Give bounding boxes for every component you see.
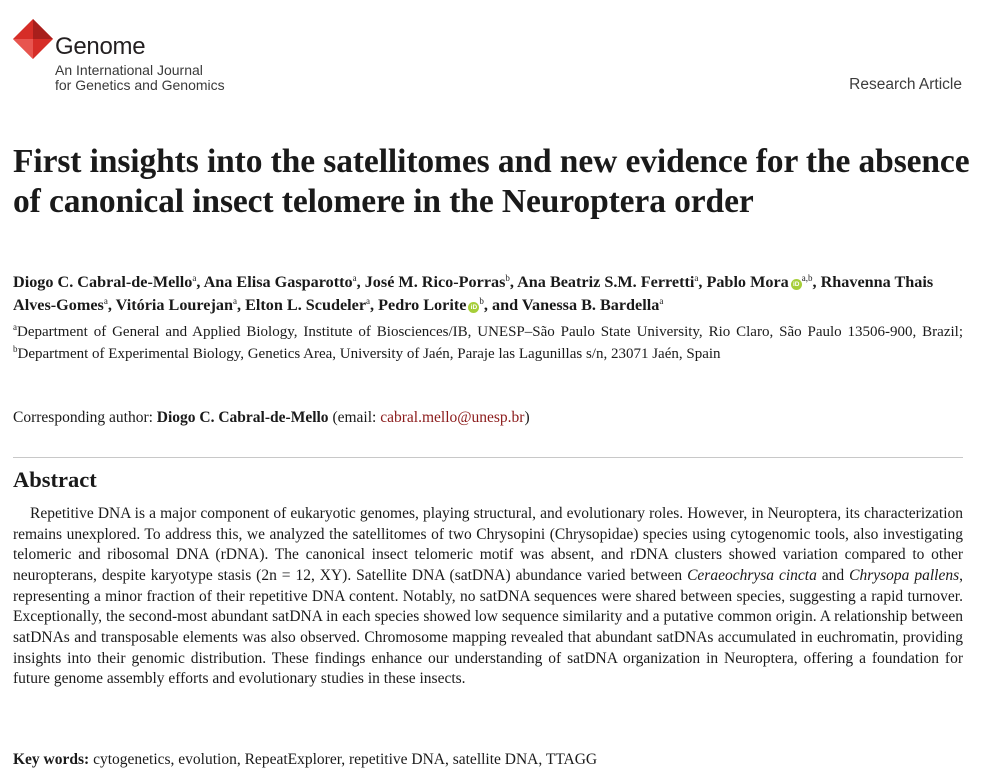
journal-masthead (13, 18, 988, 98)
author-affiliation-marker: a (694, 273, 699, 283)
author-name[interactable]: Diogo C. Cabral-de-Mello (13, 273, 193, 291)
author-affiliation-marker: a (366, 296, 371, 306)
affiliations (13, 322, 963, 365)
keywords-label: Key words: (13, 751, 90, 768)
email-link[interactable]: cabral.mello@unesp.br (380, 409, 525, 426)
author-affiliation-marker: a (103, 296, 108, 306)
author-name[interactable]: Ana Elisa Gasparotto (203, 273, 353, 291)
author-name[interactable]: Pablo Mora (706, 273, 789, 291)
author-list: Diogo C. Cabral-de-Mello$^a$, Ana Elisa Gasparotto$^a$, José M. Rico-Porras$^b$, Ana Beatriz S.M. Ferretti$^a$, Pablo Mora iD$^{a,b}$, Rhavenna Thais Alves-Gomes$^a$, Vitória Lourejan$^a$, Elton L. Scudeler$^a$, Pedro Lorite $iD^b$, and Vanessa B. Bardella$^a$ (13, 273, 934, 314)
author-name[interactable]: José M. Rico-Porras (364, 273, 506, 291)
abstract-part2: and (816, 566, 850, 584)
keywords (13, 749, 963, 770)
orcid-icon[interactable]: iD (468, 302, 479, 313)
affiliation-b: Department of Experimental Biology, Genetics Area, University of Jaén, Paraje las Lagunillas s/n, 23071 Jaén, Spain (17, 345, 721, 362)
author-affiliation-marker: a (192, 273, 197, 283)
author-name[interactable]: Pedro Lorite (378, 296, 467, 314)
email-prefix: (email: (332, 409, 377, 426)
abstract-heading: Abstract (13, 467, 97, 492)
author-name[interactable]: Vitória Lourejan (115, 296, 233, 314)
affiliation-a: Department of General and Applied Biology, Institute of Biosciences/IB, UNESP–São Paulo State University, Rio Claro, São Paulo 13506-900, Brazil; (17, 324, 963, 340)
species-name-2: Chrysopa pallens (849, 566, 960, 584)
author-affiliation-marker: b (479, 296, 484, 306)
email-suffix: ) (524, 409, 530, 426)
affiliation-label-b: b (13, 343, 18, 354)
article-type: Research Article (849, 76, 962, 93)
corresponding-author (13, 407, 963, 428)
affiliation-label-a: a (13, 322, 17, 332)
abstract-part1: Repetitive DNA is a major component of eukaryotic genomes, playing structural, and evolutionary roles. However, in Neuroptera, its characterization remains unexplored. To address this, we analyzed the satellitomes of two Chrysopini (Chrysopidae) species using cytogenomic tools, also investigating telomeric and ribosomal DNA (rDNA). The canonical insect telomeric motif was absent, and rDNA clusters showed variation compared to other neuropterans, despite karyotype stasis (2n = 12, XY). Satellite DNA (satDNA) abundance varied between (13, 505, 963, 584)
keywords-text: cytogenetics, evolution, RepeatExplorer, repetitive DNA, satellite DNA, TTAGG (93, 751, 598, 768)
author-name[interactable]: Elton L. Scudeler (245, 296, 367, 314)
corresponding-label: Corresponding author: (13, 409, 153, 426)
article-title: First insights into the satellitomes and new evidence for the absence of canonical insect telomere in the Neuroptera order (13, 143, 970, 220)
journal-subtitle (55, 63, 225, 93)
journal-subtitle-line2: for Genetics and Genomics (55, 77, 225, 93)
section-divider (13, 457, 963, 458)
genome-logo-icon (13, 19, 53, 59)
author-affiliation-marker: b (505, 273, 510, 283)
author-name[interactable]: Ana Beatriz S.M. Ferretti (517, 273, 695, 291)
journal-subtitle-line1: An International Journal (55, 62, 203, 78)
author-affiliation-marker: a (232, 296, 237, 306)
abstract-text (13, 504, 963, 690)
author-affiliation-marker: a (352, 273, 357, 283)
journal-name[interactable]: Genome (55, 33, 146, 60)
author-name[interactable]: Vanessa B. Bardella (521, 296, 660, 314)
author-affiliation-marker: a (659, 296, 664, 306)
orcid-icon[interactable]: iD (791, 279, 802, 290)
author-affiliation-marker: a,b (801, 273, 813, 283)
species-name-1: Ceraeochrysa cincta (687, 566, 817, 584)
author-name[interactable]: Rhavenna Thais Alves-Gomes (13, 273, 934, 314)
abstract-part3: , representing a minor fraction of their repetitive DNA content. Notably, no satDNA sequences were shared between species, suggesting a rapid turnover. Exceptionally, the second-most abundant satDNA in each species showed low sequence similarity and a putative common origin. A relationship between satDNAs and transposable elements was also observed. Chromosome mapping revealed that abundant satDNAs accumulated in euchromatin, providing insights into their genomic distribution. These findings enhance our understanding of satDNA organization in Neuroptera, offering a foundation for future genome assembly efforts and evolutionary studies in these insects. (13, 566, 963, 688)
corresponding-name: Diogo C. Cabral-de-Mello (156, 409, 329, 426)
